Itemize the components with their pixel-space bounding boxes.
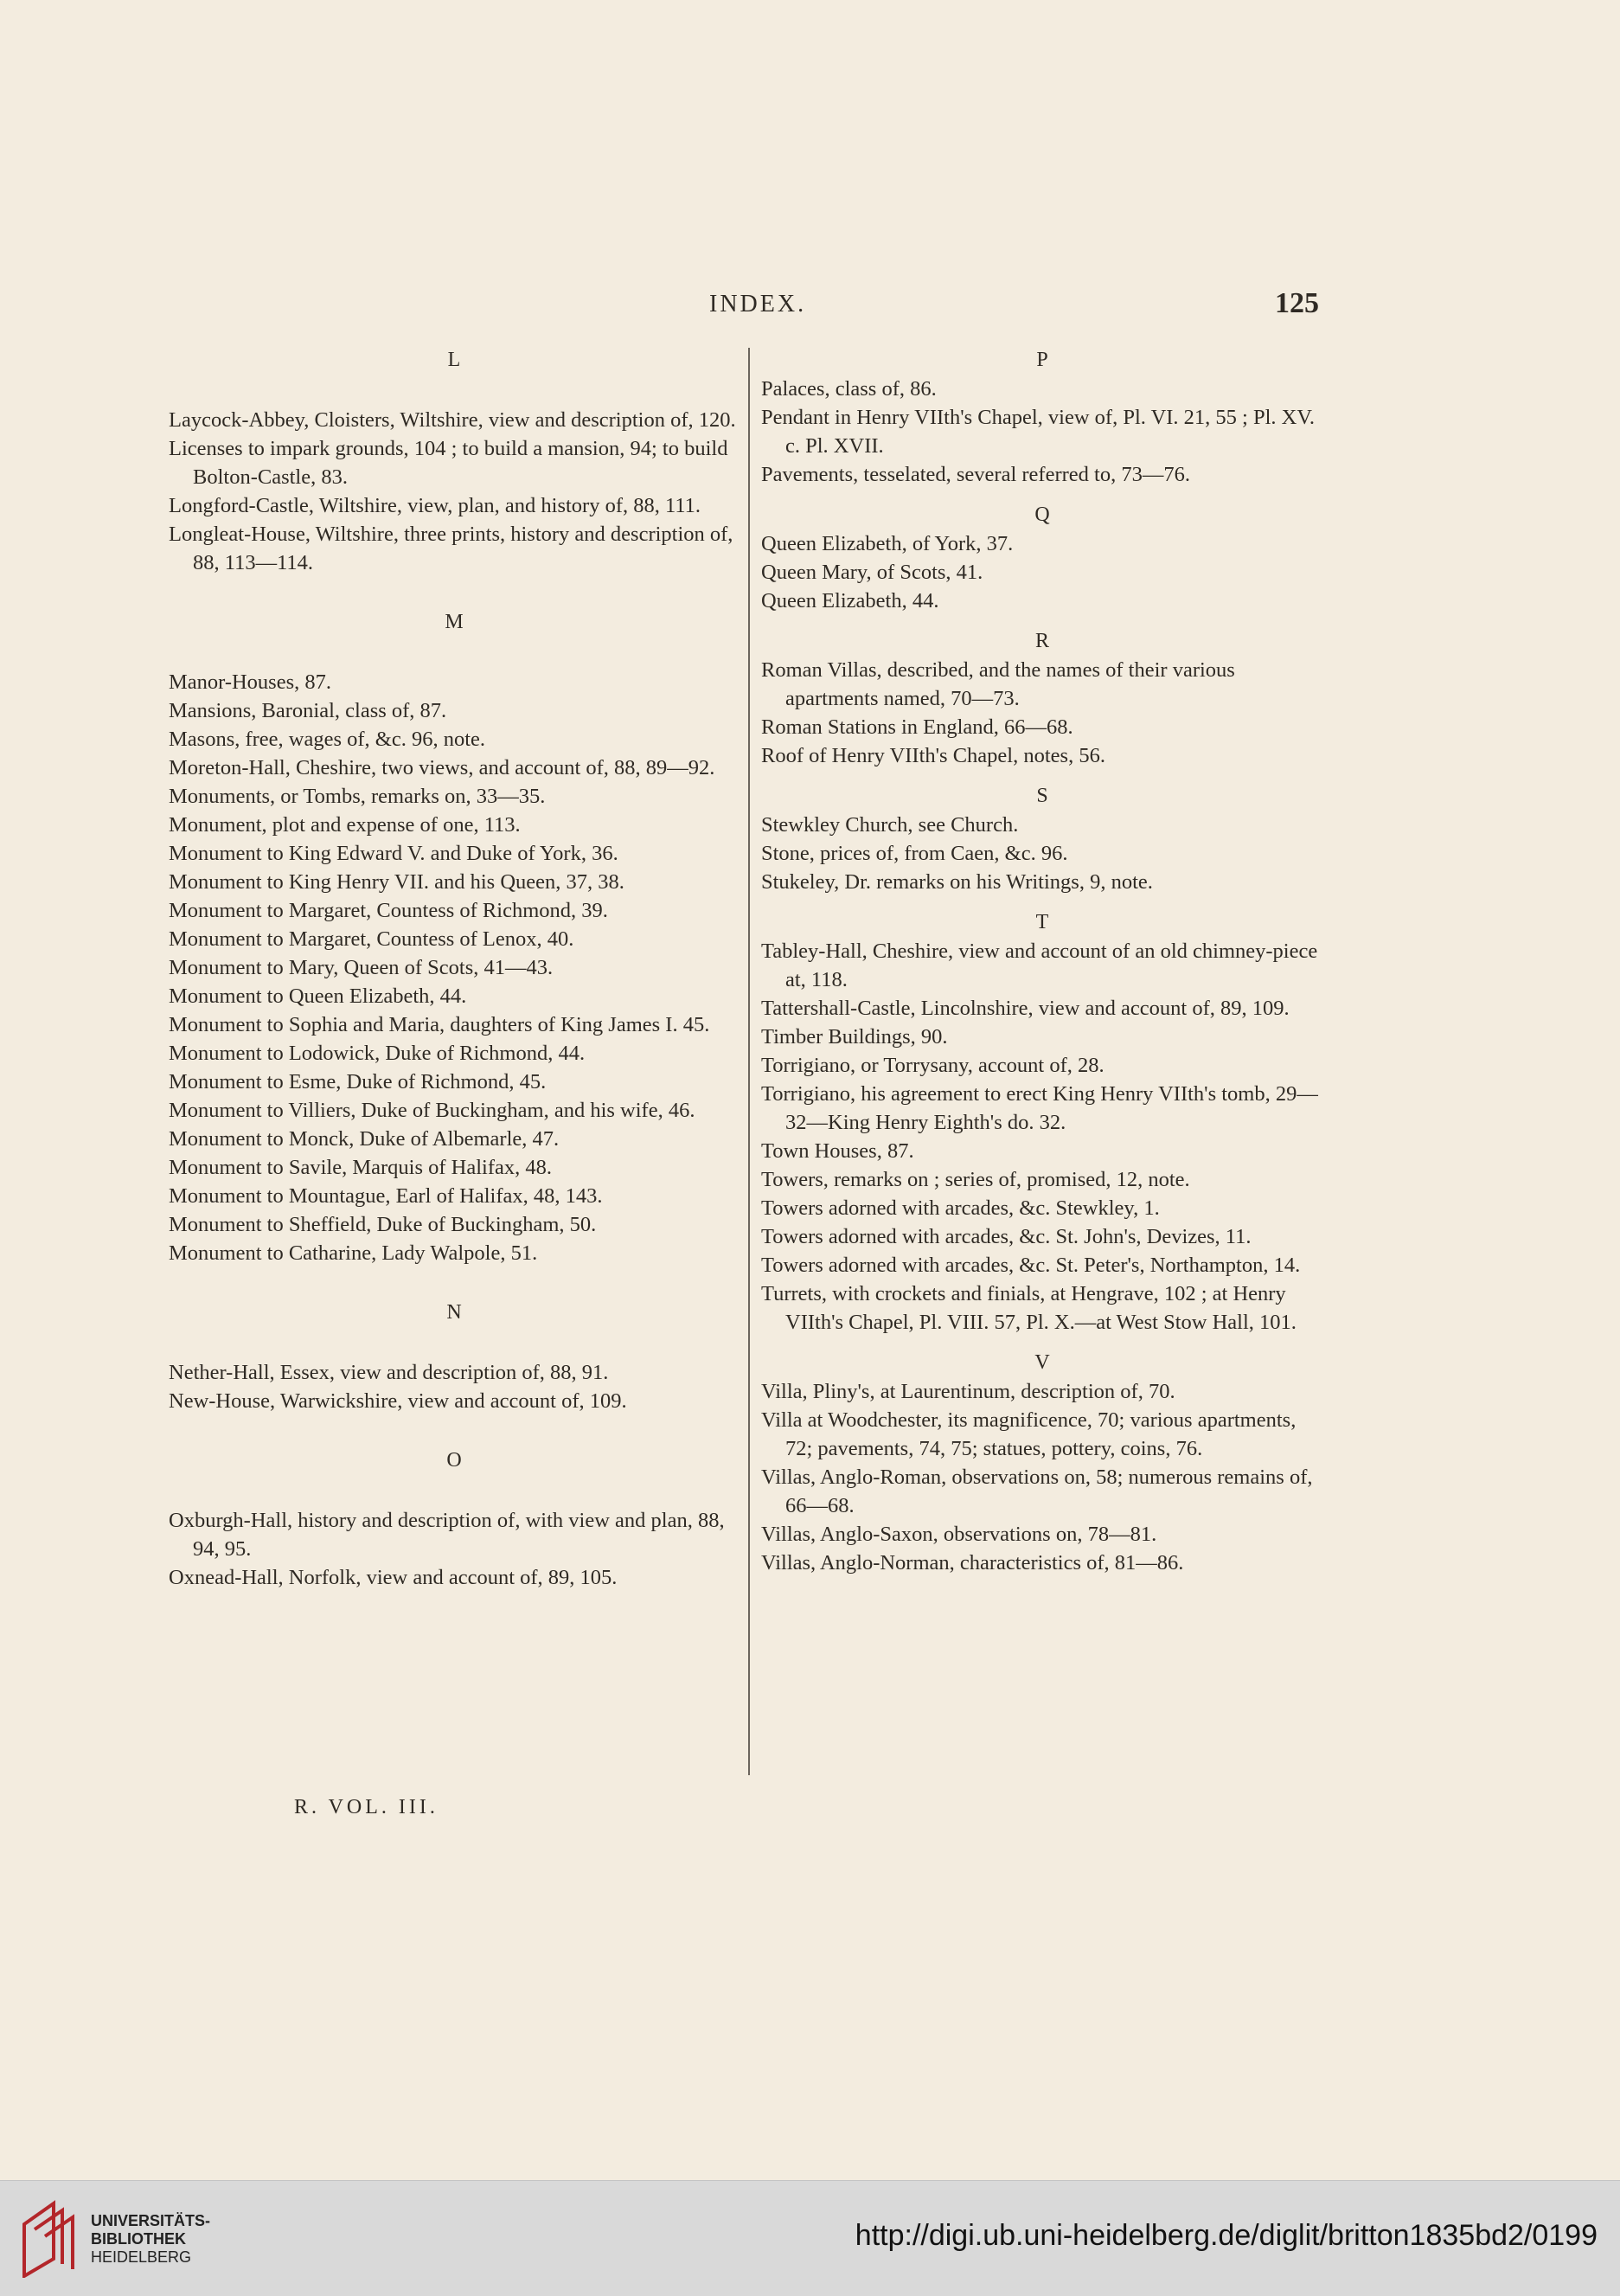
library-name-line: BIBLIOTHEK bbox=[91, 2230, 186, 2248]
index-entry: Queen Mary, of Scots, 41. bbox=[761, 561, 983, 584]
section-letter-n: N bbox=[446, 1301, 462, 1324]
index-entry: Mansions, Baronial, class of, 87. bbox=[169, 699, 447, 722]
index-entry: Moreton-Hall, Cheshire, two views, and account of, 88, 89—92. bbox=[169, 756, 715, 779]
index-entry: Torrigiano, or Torrysany, account of, 28. bbox=[761, 1054, 1105, 1077]
page-header bbox=[169, 287, 1319, 325]
index-entry: Queen Elizabeth, 44. bbox=[761, 589, 939, 612]
library-footer bbox=[0, 2180, 1620, 2296]
index-entry: Roof of Henry VIIth's Chapel, notes, 56. bbox=[761, 744, 1105, 767]
page-number: 125 bbox=[1275, 287, 1319, 319]
index-entry: Villas, Anglo-Norman, characteristics of, 81—86. bbox=[761, 1551, 1184, 1574]
index-entry: Pendant in Henry VIIth's Chapel, view of, Pl. VI. 21, 55 ; Pl. XV. c. Pl. XVII. bbox=[761, 406, 1316, 458]
index-entry: Towers adorned with arcades, &c. Stewkley, 1. bbox=[761, 1196, 1160, 1220]
index-entry: Monument to Sophia and Maria, daughters of King James I. 45. bbox=[169, 1013, 710, 1036]
index-entry: Monument, plot and expense of one, 113. bbox=[169, 813, 521, 837]
index-entry: New-House, Warwickshire, view and account of, 109. bbox=[169, 1389, 627, 1413]
index-entry: Palaces, class of, 86. bbox=[761, 377, 937, 401]
index-entry: Stukeley, Dr. remarks on his Writings, 9, note. bbox=[761, 870, 1153, 894]
section-letter-q: Q bbox=[1034, 503, 1050, 526]
section-letter-m: M bbox=[445, 611, 464, 633]
index-entry: Laycock-Abbey, Cloisters, Wiltshire, view and description of, 120. bbox=[169, 408, 736, 432]
section-letter-p: P bbox=[1036, 349, 1048, 371]
index-entry: Monument to Sheffield, Duke of Buckingham, 50. bbox=[169, 1213, 597, 1236]
index-entry: Monument to Catharine, Lady Walpole, 51. bbox=[169, 1241, 538, 1265]
index-entry: Towers adorned with arcades, &c. St. Peter's, Northampton, 14. bbox=[761, 1254, 1301, 1277]
index-entry: Towers, remarks on ; series of, promised, 12, note. bbox=[761, 1168, 1190, 1191]
index-entry: Roman Stations in England, 66—68. bbox=[761, 715, 1073, 739]
library-name-line: HEIDELBERG bbox=[91, 2248, 192, 2266]
index-entry: Monument to King Henry VII. and his Queen, 37, 38. bbox=[169, 870, 624, 894]
index-column-right bbox=[761, 346, 1323, 1577]
index-entry: Queen Elizabeth, of York, 37. bbox=[761, 532, 1014, 555]
index-entry: Masons, free, wages of, &c. 96, note. bbox=[169, 728, 486, 751]
index-entry: Villas, Anglo-Roman, observations on, 58; numerous remains of, 66—68. bbox=[761, 1465, 1313, 1517]
index-entry: Villas, Anglo-Saxon, observations on, 78—81. bbox=[761, 1523, 1157, 1546]
index-entry: Monument to Savile, Marquis of Halifax, 48. bbox=[169, 1156, 552, 1179]
index-entry: Stone, prices of, from Caen, &c. 96. bbox=[761, 842, 1068, 865]
index-entry: Stewkley Church, see Church. bbox=[761, 813, 1019, 837]
library-logo-icon bbox=[19, 2198, 81, 2278]
index-entry: Oxnead-Hall, Norfolk, view and account of, 89, 105. bbox=[169, 1566, 618, 1589]
index-entry: Monument to Villiers, Duke of Buckingham, and his wife, 46. bbox=[169, 1099, 695, 1122]
section-letter-l: L bbox=[447, 349, 461, 371]
source-url-link[interactable]: http://digi.ub.uni-heidelberg.de/diglit/britton1835bd2/0199 bbox=[855, 2219, 1598, 2252]
index-entry: Villa, Pliny's, at Laurentinum, description of, 70. bbox=[761, 1380, 1175, 1403]
index-entry: Pavements, tesselated, several referred to, 73—76. bbox=[761, 463, 1190, 486]
index-entry: Villa at Woodchester, its magnificence, 70; various apartments, 72; pavements, 74, 75; statues, pottery, coins, 76. bbox=[761, 1408, 1297, 1460]
index-entry: Monuments, or Tombs, remarks on, 33—35. bbox=[169, 785, 546, 808]
section-letter-o: O bbox=[446, 1449, 462, 1472]
index-entry: Monument to Mary, Queen of Scots, 41—43. bbox=[169, 956, 554, 979]
index-entry: Roman Villas, described, and the names of their various apartments named, 70—73. bbox=[761, 658, 1235, 710]
index-entry: Monument to Monck, Duke of Albemarle, 47. bbox=[169, 1127, 560, 1151]
page-title: INDEX. bbox=[709, 291, 807, 317]
index-entry: Longford-Castle, Wiltshire, view, plan, and history of, 88, 111. bbox=[169, 494, 701, 517]
index-entry: Monument to Queen Elizabeth, 44. bbox=[169, 984, 467, 1008]
library-name-line: UNIVERSITÄTS- bbox=[91, 2212, 211, 2229]
index-entry: Manor-Houses, 87. bbox=[169, 670, 331, 694]
index-entry: Timber Buildings, 90. bbox=[761, 1025, 948, 1049]
index-column-left bbox=[169, 346, 740, 1592]
index-entry: Monument to Margaret, Countess of Lenox, 40. bbox=[169, 927, 574, 951]
section-letter-s: S bbox=[1036, 785, 1048, 807]
column-divider bbox=[748, 348, 750, 1775]
signature-mark: R. VOL. III. bbox=[294, 1796, 439, 1818]
section-letter-r: R bbox=[1034, 630, 1049, 652]
index-entry: Monument to Mountague, Earl of Halifax, 48, 143. bbox=[169, 1184, 603, 1208]
index-entry: Nether-Hall, Essex, view and description of, 88, 91. bbox=[169, 1361, 609, 1384]
index-entry: Monument to Lodowick, Duke of Richmond, 44. bbox=[169, 1042, 586, 1065]
index-entry: Licenses to impark grounds, 104 ; to build a mansion, 94; to build Bolton-Castle, 83. bbox=[169, 437, 728, 489]
index-entry: Longleat-House, Wiltshire, three prints, history and description of, 88, 113—114. bbox=[169, 523, 733, 574]
index-entry: Monument to King Edward V. and Duke of York, 36. bbox=[169, 842, 618, 865]
index-entry: Monument to Esme, Duke of Richmond, 45. bbox=[169, 1070, 547, 1093]
library-name bbox=[91, 2212, 210, 2267]
index-entry: Monument to Margaret, Countess of Richmond, 39. bbox=[169, 899, 608, 922]
index-entry: Towers adorned with arcades, &c. St. John's, Devizes, 11. bbox=[761, 1225, 1252, 1248]
index-entry: Oxburgh-Hall, history and description of, with view and plan, 88, 94, 95. bbox=[169, 1509, 725, 1561]
section-letter-v: V bbox=[1034, 1351, 1050, 1374]
index-entry: Turrets, with crockets and finials, at Hengrave, 102 ; at Henry VIIth's Chapel, Pl. VIII. 57, Pl. X.—at West Stow Hall, 101. bbox=[761, 1282, 1297, 1334]
index-entry: Town Houses, 87. bbox=[761, 1139, 914, 1163]
section-letter-t: T bbox=[1035, 911, 1049, 933]
index-entry: Tabley-Hall, Cheshire, view and account of an old chimney-piece at, 118. bbox=[761, 940, 1318, 991]
index-entry: Tattershall-Castle, Lincolnshire, view and account of, 89, 109. bbox=[761, 997, 1290, 1020]
index-entry: Torrigiano, his agreement to erect King Henry VIIth's tomb, 29—32—King Henry Eighth's do. 32. bbox=[761, 1082, 1318, 1134]
